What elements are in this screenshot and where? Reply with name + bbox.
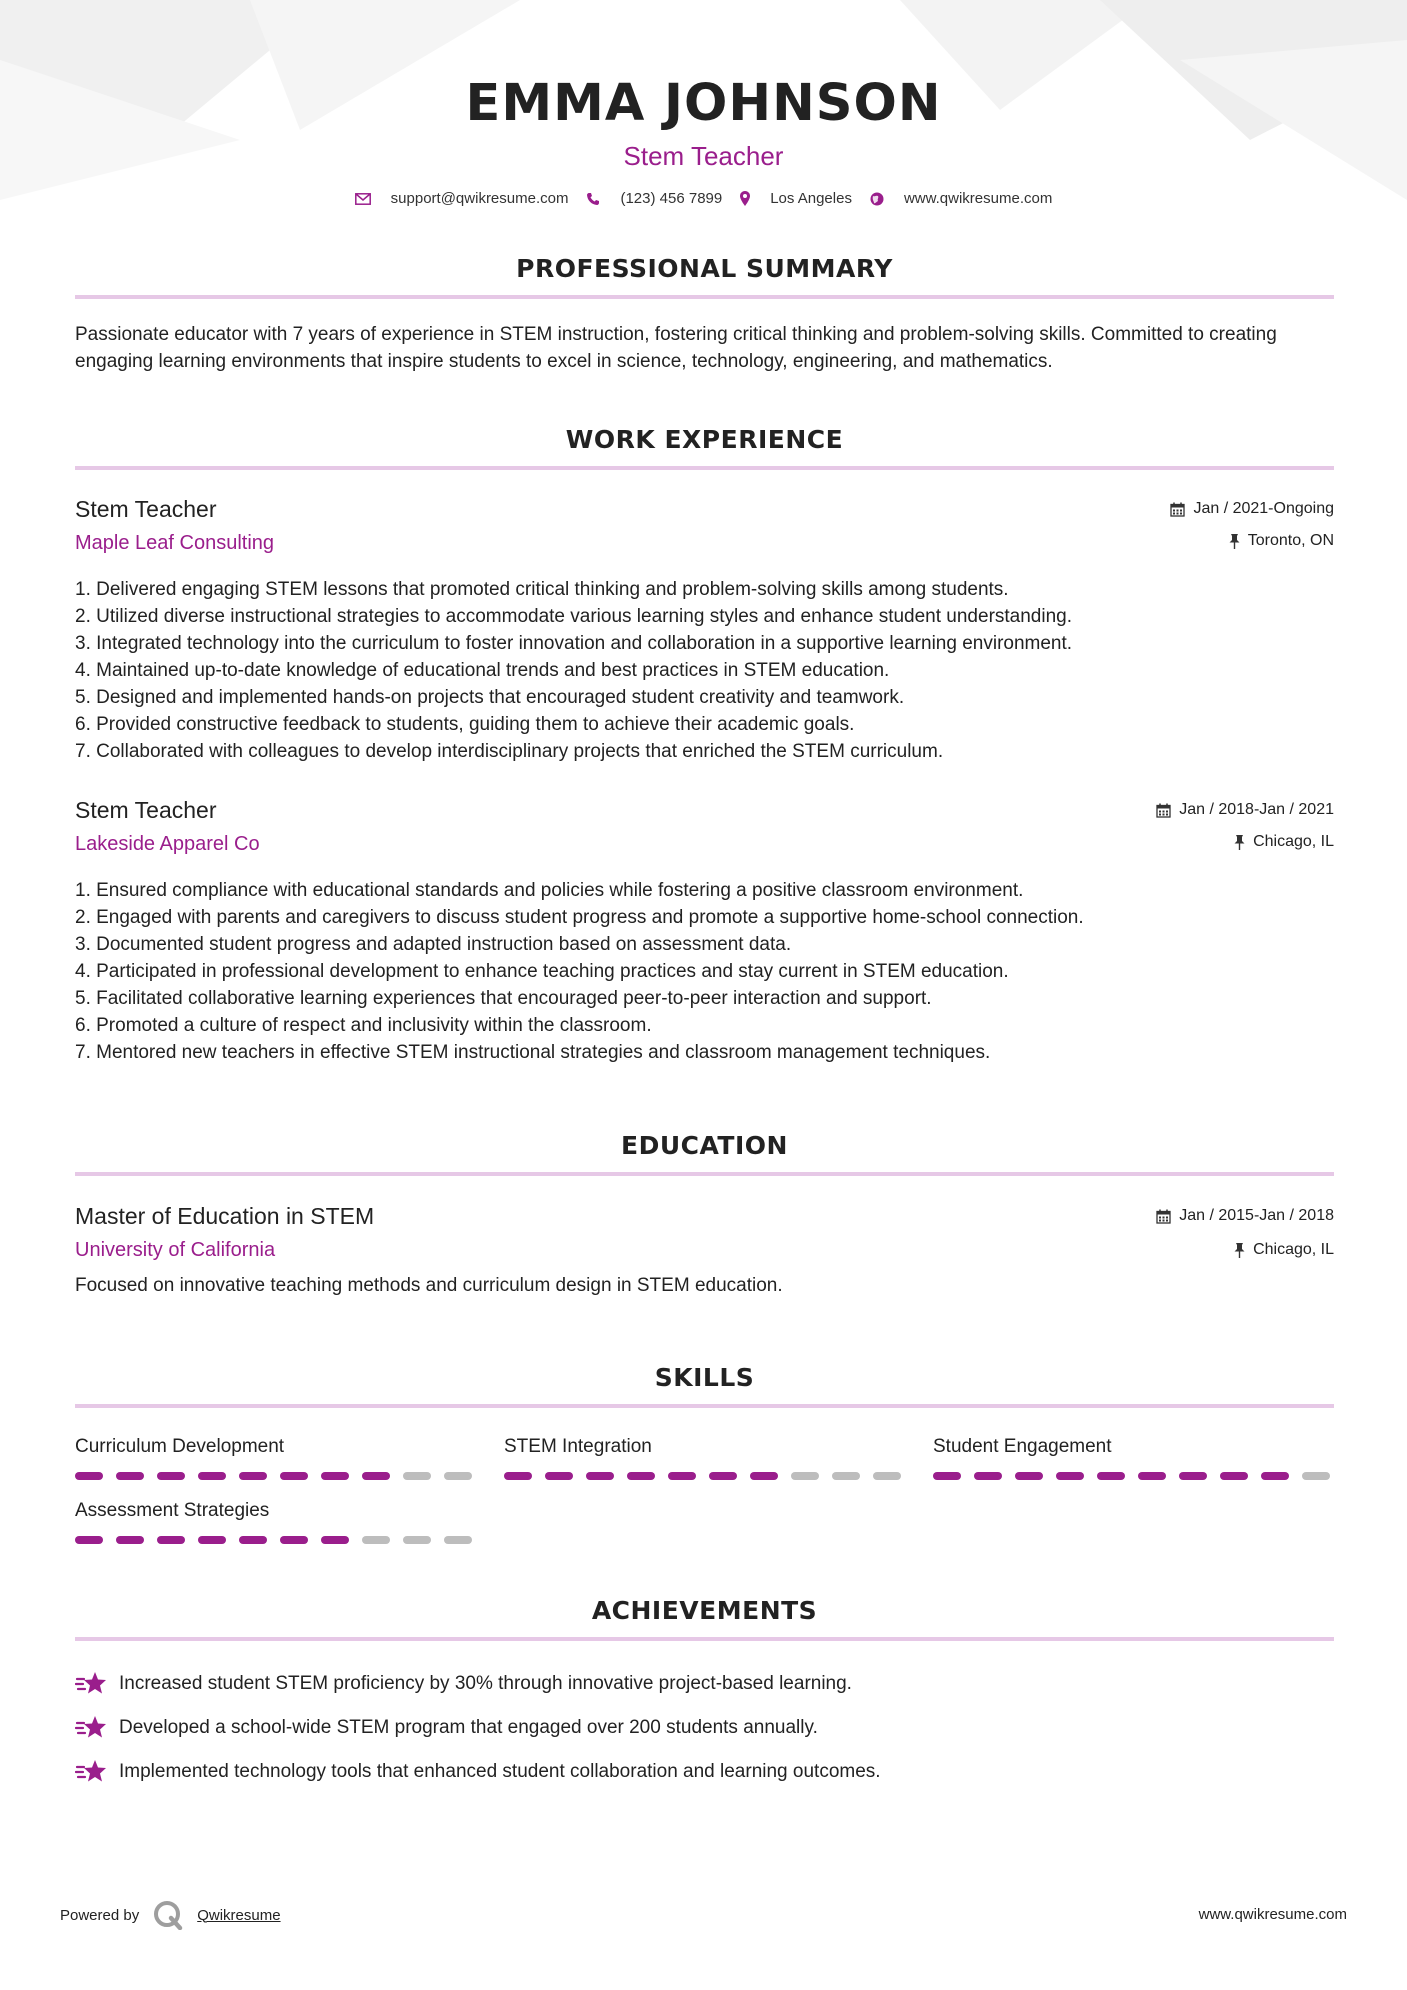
skill-segment-filled xyxy=(586,1472,614,1480)
skill-segment-empty xyxy=(873,1472,901,1480)
job-title: Stem Teacher xyxy=(75,797,217,823)
experience-heading: WORK EXPERIENCE xyxy=(565,425,844,454)
phone-icon xyxy=(586,192,600,206)
skill-segment-filled xyxy=(75,1536,103,1544)
list-item: 7. Collaborated with colleagues to develop interdisciplinary projects that enriched the STEM curriculum. xyxy=(75,741,944,762)
contact-email-text: support@qwikresume.com xyxy=(390,190,569,207)
skill-item xyxy=(933,1436,1333,1480)
pin-icon xyxy=(1234,1243,1245,1258)
skill-segment-filled xyxy=(1261,1472,1289,1480)
candidate-title: Stem Teacher xyxy=(623,141,784,171)
skill-segment-empty xyxy=(1302,1472,1330,1480)
education-heading: EDUCATION xyxy=(621,1131,788,1160)
skill-segment-filled xyxy=(750,1472,778,1480)
summary-text: Passionate educator with 7 years of experience in STEM instruction, fostering critical thinking and problem-solving skills. Committed to creating engaging learning environments that inspire students to excel in science, technology, engineering, and mathematics. xyxy=(75,324,1277,372)
section-divider xyxy=(75,1172,1334,1176)
skill-segment-filled xyxy=(1056,1472,1084,1480)
company-name: Lakeside Apparel Co xyxy=(75,833,260,855)
pin-icon xyxy=(1229,534,1240,549)
skill-item xyxy=(504,1436,904,1480)
brand-link[interactable]: Qwikresume xyxy=(197,1906,281,1924)
footer-branding xyxy=(60,1900,281,1930)
education-date-text: Jan / 2015-Jan / 2018 xyxy=(1179,1207,1334,1224)
globe-icon xyxy=(870,192,884,206)
education-section xyxy=(75,1131,1334,1176)
list-item: 2. Utilized diverse instructional strategies to accommodate various learning styles and enhance student understanding. xyxy=(75,606,1073,627)
contact-website[interactable] xyxy=(870,190,1052,207)
job-location xyxy=(1234,833,1334,851)
skill-segment-filled xyxy=(1220,1472,1248,1480)
skill-segment-filled xyxy=(239,1536,267,1544)
calendar-icon xyxy=(1156,803,1171,818)
skills-section xyxy=(75,1363,1334,1408)
experience-section xyxy=(75,425,1334,470)
skill-segment-filled xyxy=(321,1472,349,1480)
skill-level-bar xyxy=(504,1472,904,1480)
skill-name: Curriculum Development xyxy=(75,1436,285,1457)
candidate-name: EMMA JOHNSON xyxy=(465,74,942,133)
list-item: 7. Mentored new teachers in effective STEM instructional strategies and classroom management techniques. xyxy=(75,1042,991,1063)
contact-phone[interactable] xyxy=(586,190,722,207)
calendar-icon xyxy=(1170,502,1185,517)
achievement-item xyxy=(75,1715,818,1741)
education-date xyxy=(1156,1207,1334,1225)
footer-website[interactable]: www.qwikresume.com xyxy=(1198,1906,1347,1923)
envelope-icon xyxy=(355,193,371,205)
summary-section xyxy=(75,254,1334,375)
star-icon xyxy=(75,1671,107,1697)
list-item: 6. Provided constructive feedback to students, guiding them to achieve their academic goals. xyxy=(75,714,855,735)
contact-location-text: Los Angeles xyxy=(770,190,852,207)
skill-segment-filled xyxy=(1138,1472,1166,1480)
job-location-text: Chicago, IL xyxy=(1253,833,1334,850)
map-marker-icon xyxy=(740,191,750,206)
job-date xyxy=(1170,500,1334,518)
contact-email[interactable] xyxy=(355,190,569,207)
skill-segment-empty xyxy=(362,1536,390,1544)
list-item: 3. Documented student progress and adapted instruction based on assessment data. xyxy=(75,934,792,955)
list-item: 4. Participated in professional development to enhance teaching practices and stay current in STEM education. xyxy=(75,961,1009,982)
skill-level-bar xyxy=(75,1536,475,1544)
skill-segment-filled xyxy=(1015,1472,1043,1480)
skill-segment-filled xyxy=(504,1472,532,1480)
contact-phone-text: (123) 456 7899 xyxy=(620,190,723,207)
star-icon xyxy=(75,1715,107,1741)
skill-segment-filled xyxy=(157,1472,185,1480)
skill-segment-filled xyxy=(280,1536,308,1544)
skill-segment-filled xyxy=(974,1472,1002,1480)
degree-name: Master of Education in STEM xyxy=(75,1203,375,1229)
skill-segment-filled xyxy=(1179,1472,1207,1480)
list-item: 6. Promoted a culture of respect and inclusivity within the classroom. xyxy=(75,1015,652,1036)
skills-heading: SKILLS xyxy=(654,1363,755,1392)
skill-name: Assessment Strategies xyxy=(75,1500,270,1521)
list-item: 5. Designed and implemented hands-on projects that encouraged student creativity and teamwork. xyxy=(75,687,905,708)
contact-location xyxy=(740,190,852,207)
section-divider xyxy=(75,1404,1334,1408)
list-item: 1. Ensured compliance with educational standards and policies while fostering a positive classroom environment. xyxy=(75,880,1024,901)
skill-segment-filled xyxy=(116,1536,144,1544)
company-name: Maple Leaf Consulting xyxy=(75,532,275,554)
list-item: 3. Integrated technology into the curriculum to foster innovation and collaboration in a supportive learning environment. xyxy=(75,633,1073,654)
section-divider xyxy=(75,295,1334,299)
powered-by-label: Powered by xyxy=(60,1906,140,1924)
section-divider xyxy=(75,1637,1334,1641)
skill-segment-filled xyxy=(545,1472,573,1480)
skill-segment-filled xyxy=(198,1472,226,1480)
job-location xyxy=(1229,532,1334,550)
skill-item xyxy=(75,1436,475,1480)
skill-segment-empty xyxy=(403,1536,431,1544)
education-location xyxy=(1234,1241,1334,1259)
skill-segment-empty xyxy=(444,1536,472,1544)
summary-heading: PROFESSIONAL SUMMARY xyxy=(516,254,893,283)
achievements-section xyxy=(75,1596,1334,1641)
calendar-icon xyxy=(1156,1209,1171,1224)
list-item: 1. Delivered engaging STEM lessons that promoted critical thinking and problem-solving skills among students. xyxy=(75,579,1009,600)
section-divider xyxy=(75,466,1334,470)
school-name: University of California xyxy=(75,1239,276,1261)
skill-segment-filled xyxy=(280,1472,308,1480)
skill-segment-filled xyxy=(75,1472,103,1480)
pin-icon xyxy=(1234,835,1245,850)
list-item: 5. Facilitated collaborative learning experiences that encouraged peer-to-peer interaction and support. xyxy=(75,988,932,1009)
education-description: Focused on innovative teaching methods and curriculum design in STEM education. xyxy=(75,1275,783,1296)
contact-website-text: www.qwikresume.com xyxy=(903,190,1053,207)
qwikresume-logo-icon xyxy=(153,1900,183,1930)
skill-segment-empty xyxy=(444,1472,472,1480)
skill-segment-filled xyxy=(933,1472,961,1480)
skill-segment-filled xyxy=(362,1472,390,1480)
skill-segment-filled xyxy=(157,1536,185,1544)
star-icon xyxy=(75,1759,107,1785)
skill-level-bar xyxy=(75,1472,475,1480)
skill-name: STEM Integration xyxy=(504,1436,652,1457)
skill-segment-filled xyxy=(627,1472,655,1480)
skill-segment-filled xyxy=(116,1472,144,1480)
skill-segment-empty xyxy=(832,1472,860,1480)
skill-name: Student Engagement xyxy=(933,1436,1112,1457)
job-date xyxy=(1156,801,1334,819)
achievements-heading: ACHIEVEMENTS xyxy=(591,1596,818,1625)
list-item: 2. Engaged with parents and caregivers to discuss student progress and promote a supportive home-school connection. xyxy=(75,907,1084,928)
achievement-text: Implemented technology tools that enhanced student collaboration and learning outcomes. xyxy=(119,1761,881,1782)
job-location-text: Toronto, ON xyxy=(1247,532,1334,549)
job-date-text: Jan / 2018-Jan / 2021 xyxy=(1179,801,1334,818)
contact-bar xyxy=(0,190,1407,207)
job-date-text: Jan / 2021-Ongoing xyxy=(1193,500,1334,517)
skill-segment-filled xyxy=(1097,1472,1125,1480)
education-location-text: Chicago, IL xyxy=(1253,1241,1334,1258)
job-bullets xyxy=(75,576,1072,765)
skill-segment-filled xyxy=(198,1536,226,1544)
job-title: Stem Teacher xyxy=(75,496,217,522)
job-bullets xyxy=(75,877,1084,1066)
resume-header xyxy=(0,72,1407,207)
skill-segment-empty xyxy=(403,1472,431,1480)
achievement-text: Increased student STEM proficiency by 30% through innovative project-based learning. xyxy=(119,1673,852,1694)
skill-segment-empty xyxy=(791,1472,819,1480)
skill-segment-filled xyxy=(239,1472,267,1480)
achievement-text: Developed a school-wide STEM program that engaged over 200 students annually. xyxy=(119,1717,818,1738)
skill-level-bar xyxy=(933,1472,1333,1480)
skill-segment-filled xyxy=(709,1472,737,1480)
skill-segment-filled xyxy=(321,1536,349,1544)
achievement-item xyxy=(75,1671,852,1697)
list-item: 4. Maintained up-to-date knowledge of educational trends and best practices in STEM education. xyxy=(75,660,890,681)
skill-item xyxy=(75,1500,475,1544)
skill-segment-filled xyxy=(668,1472,696,1480)
achievement-item xyxy=(75,1759,881,1785)
